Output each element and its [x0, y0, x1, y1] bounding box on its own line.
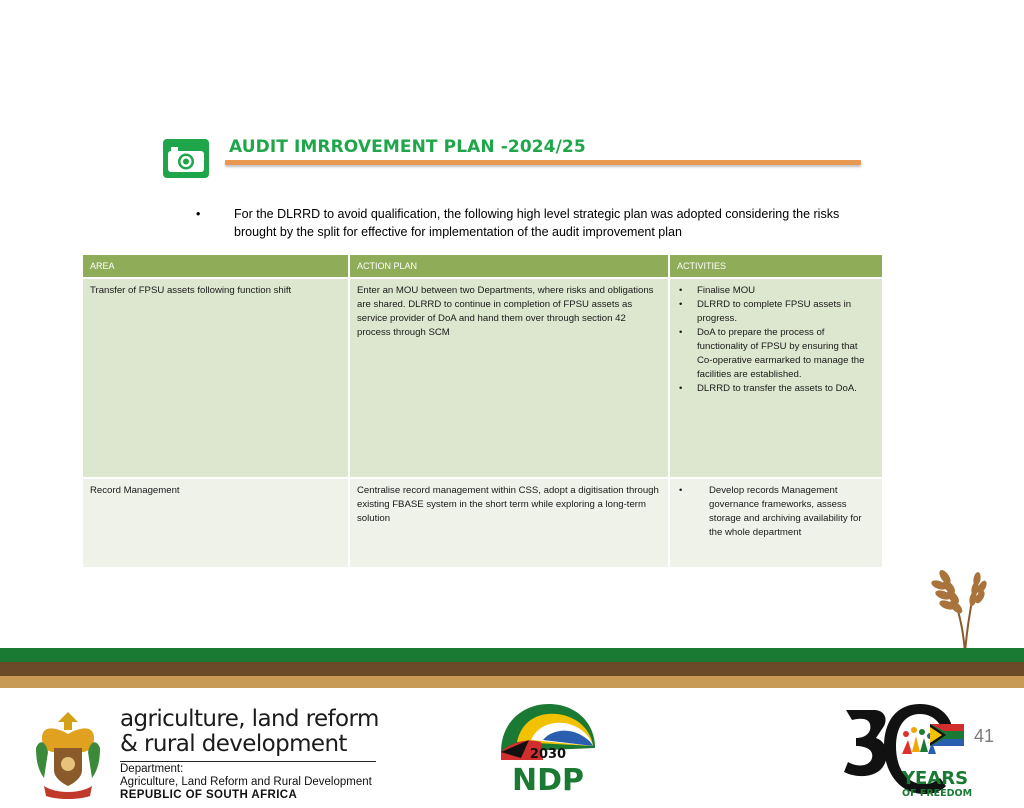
- footer-band-green: [0, 648, 1024, 662]
- years-text: YEARS: [902, 768, 969, 789]
- intro-text: For the DLRRD to avoid qualification, the following high level strategic plan was adopted considering the risks brought by the split for effective for implementation of the audit improvement plan: [234, 207, 840, 239]
- activities-list: [677, 284, 875, 396]
- action-cell: Enter an MOU between two Departments, where risks and obligations are shared. DLRRD to continue in completion of FPSU assets as service provider of DoA and hand them over through section 42 process through SCM: [349, 278, 669, 478]
- page-number: 41: [974, 726, 995, 746]
- department-name: [120, 707, 379, 757]
- coat-of-arms-logo: [32, 708, 104, 800]
- camera-icon: [163, 139, 209, 178]
- activities-cell: [669, 278, 883, 478]
- area-cell: Record Management: [83, 478, 349, 568]
- ndp-year: 2030: [529, 747, 567, 762]
- of-freedom-text: OF FREEDOM: [902, 788, 972, 799]
- header-action-plan: ACTION PLAN: [349, 255, 669, 278]
- wheat-icon: [905, 555, 987, 653]
- list-item: • Develop records Management governance frameworks, assess storage and archiving availability for the whole department: [677, 484, 875, 540]
- activities-list: [677, 484, 875, 540]
- department-full-name: Agriculture, Land Reform and Rural Development: [120, 776, 372, 788]
- intro-bullet: •: [196, 207, 201, 221]
- footer-band-brown: [0, 662, 1024, 676]
- list-item: • DLRRD to transfer the assets to DoA.: [677, 382, 875, 396]
- republic-label: REPUBLIC OF SOUTH AFRICA: [120, 789, 298, 801]
- footer-band-tan: [0, 676, 1024, 688]
- header-area: AREA: [83, 255, 349, 278]
- title-underline: [225, 160, 861, 165]
- table-header-row: [83, 255, 883, 278]
- area-cell: Transfer of FPSU assets following function shift: [83, 278, 349, 478]
- ndp-text: NDP: [512, 763, 584, 794]
- department-name-line2: & rural development: [120, 731, 347, 757]
- table-row: [83, 278, 883, 478]
- thirty-years-freedom-logo: [832, 700, 972, 800]
- list-item: • DLRRD to complete FPSU assets in progress.: [677, 298, 875, 326]
- page-title: AUDIT IMRROVEMENT PLAN -2024/25: [229, 137, 586, 157]
- ndp-2030-logo: [497, 702, 597, 794]
- activities-cell: [669, 478, 883, 568]
- action-cell: Centralise record management within CSS, adopt a digitisation through existing FBASE system in the short term while exploring a long-term solution: [349, 478, 669, 568]
- department-divider: [120, 761, 376, 762]
- department-label: Department:: [120, 763, 184, 775]
- department-name-line1: agriculture, land reform: [120, 706, 379, 732]
- list-item: • Finalise MOU: [677, 284, 875, 298]
- table-row: [83, 478, 883, 568]
- list-item: • DoA to prepare the process of functionality of FPSU by ensuring that Co-operative earmarked to manage the facilities are established.: [677, 326, 875, 382]
- audit-plan-table: [83, 255, 884, 569]
- header-activities: ACTIVITIES: [669, 255, 883, 278]
